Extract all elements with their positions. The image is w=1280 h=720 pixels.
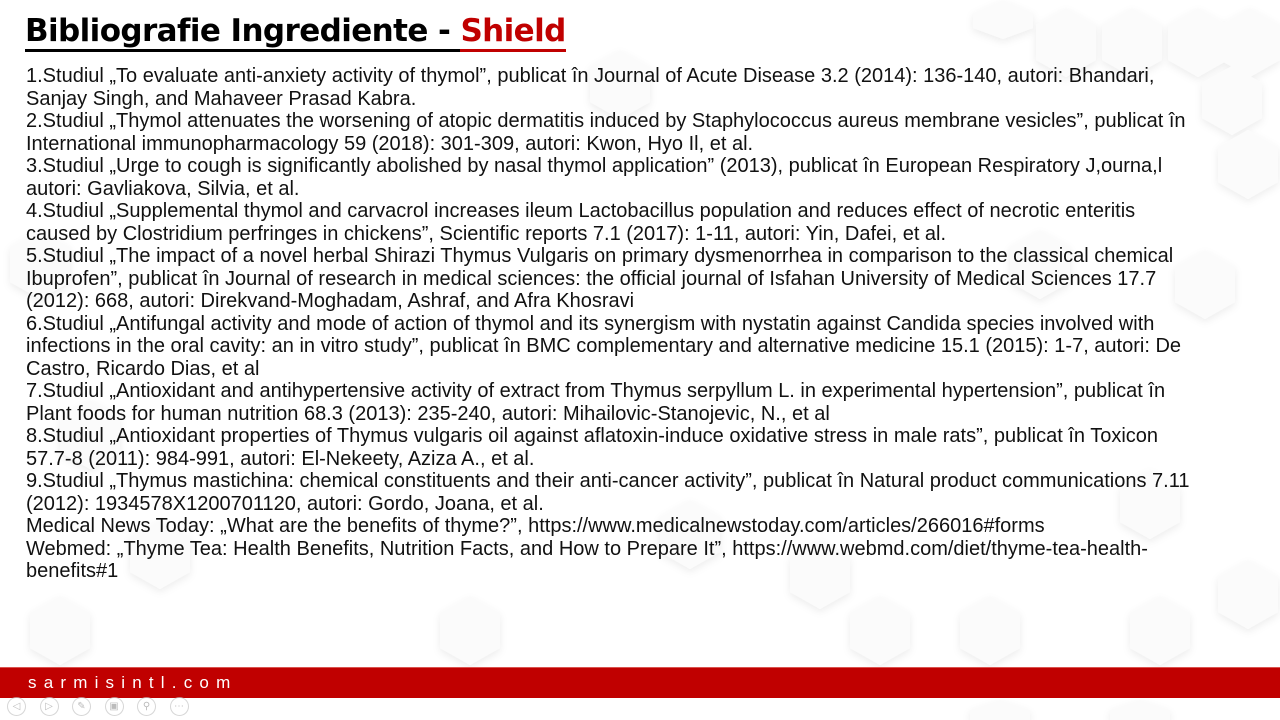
reference-line: 4.Studiul „Supplemental thymol and carvacrol increases ileum Lactobacillus population and reduces effect of necrotic enteritis (26, 200, 1136, 222)
slide-title (25, 11, 566, 51)
reference-line: Sanjay Singh, and Mahaveer Prasad Kabra. (26, 87, 417, 110)
see-all-slides-button[interactable] (105, 697, 124, 716)
title-separator: - (428, 13, 461, 52)
reference-line: Plant foods for human nutrition 68.3 (2013): 235-240, autori: Mihailovic-Stanojevic, N., et al (26, 402, 830, 425)
reference-line: 3.Studiul „Urge to cough is significantly abolished by nasal thymol application” (2013), publicat în European Respiratory J,ourna,l (26, 155, 1163, 177)
reference-item (26, 470, 1190, 515)
reference-line: 9.Studiul „Thymus mastichina: chemical constituents and their anti-cancer activity”, publicat în Natural product communications 7.11 (26, 470, 1190, 492)
footer-website: sarmisintl.com (28, 673, 238, 692)
reference-item (26, 313, 1190, 381)
reference-line: autori: Gavliakova, Silvia, et al. (26, 177, 300, 200)
reference-line: Medical News Today: „What are the benefits of thyme?”, https://www.medicalnewstoday.com/articles/266016#forms (26, 515, 1045, 537)
magnifier-icon: ⚲ (142, 700, 151, 712)
more-icon: ⋯ (174, 700, 184, 712)
title-main: Bibliografie Ingrediente (25, 13, 428, 52)
slideshow-controls (7, 697, 189, 716)
reference-line: 2.Studiul „Thymol attenuates the worsening of atopic dermatitis induced by Staphylococcus aureus membrane vesicles”, publicat în (26, 110, 1186, 132)
reference-item (26, 380, 1190, 425)
reference-line: benefits#1 (26, 560, 119, 582)
reference-item (26, 200, 1190, 245)
more-options-button[interactable] (170, 697, 189, 716)
pen-tool-button[interactable] (72, 697, 91, 716)
reference-item (26, 110, 1190, 155)
reference-line: 6.Studiul „Antifungal activity and mode of action of thymol and its synergism with nystatin against Candida species involved with (26, 312, 1155, 335)
previous-slide-button[interactable] (7, 697, 26, 716)
reference-item (26, 515, 1190, 538)
bibliography-list (26, 65, 1190, 583)
reference-line: 5.Studiul „The impact of a novel herbal Shirazi Thymus Vulgaris on primary dysmenorrhea in comparison to the classical chemical (26, 245, 1174, 267)
chevron-right-icon: ▷ (45, 700, 53, 712)
reference-line: 1.Studiul „To evaluate anti-anxiety activity of thymol”, publicat în Journal of Acute Disease 3.2 (2014): 136-140, autori: Bhandari, (26, 65, 1155, 87)
reference-line: infections in the oral cavity: an in vitro study”, publicat în BMC complementary and alternative medicine 15.1 (2015): 1-7, autori: De (26, 335, 1182, 357)
reference-line: caused by Clostridium perfringes in chickens”, Scientific reports 7.1 (2017): 1-11, autori: Yin, Dafei, et al. (26, 222, 947, 245)
reference-line: 57.7-8 (2011): 984-991, autori: El-Nekeety, Aziza A., et al. (26, 447, 535, 470)
reference-item (26, 65, 1190, 110)
reference-line: 7.Studiul „Antioxidant and antihypertensive activity of extract from Thymus serpyllum L. in experimental hypertension”, publicat în (26, 380, 1166, 402)
chevron-left-icon: ◁ (12, 700, 21, 712)
reference-line: (2012): 668, autori: Direkvand-Moghadam, Ashraf, and Afra Khosravi (26, 290, 635, 312)
reference-line: International immunopharmacology 59 (2018): 301-309, autori: Kwon, Hyo Il, et al. (26, 132, 754, 155)
footer-bar (0, 667, 1280, 698)
reference-line: Castro, Ricardo Dias, et al (26, 357, 260, 380)
title-brand: Shield (460, 13, 565, 52)
reference-item (26, 245, 1190, 313)
reference-item (26, 425, 1190, 470)
reference-line: (2012): 1934578X1200701120, autori: Gordo, Joana, et al. (26, 492, 544, 515)
reference-item (26, 538, 1190, 583)
reference-line: 8.Studiul „Antioxidant properties of Thymus vulgaris oil against aflatoxin-induce oxidative stress in male rats”, publicat în Toxicon (26, 425, 1159, 447)
slides-grid-icon: ▣ (109, 700, 119, 712)
reference-item (26, 155, 1190, 200)
next-slide-button[interactable] (40, 697, 59, 716)
pen-icon: ✎ (77, 700, 86, 712)
reference-line: Webmed: „Thyme Tea: Health Benefits, Nutrition Facts, and How to Prepare It”, https://www.webmd.com/diet/thyme-tea-health- (26, 537, 1148, 560)
reference-line: Ibuprofen”, publicat în Journal of research in medical sciences: the official journal of Isfahan University of Medical Sciences 17.7 (26, 267, 1157, 290)
zoom-slide-button[interactable] (137, 697, 156, 716)
